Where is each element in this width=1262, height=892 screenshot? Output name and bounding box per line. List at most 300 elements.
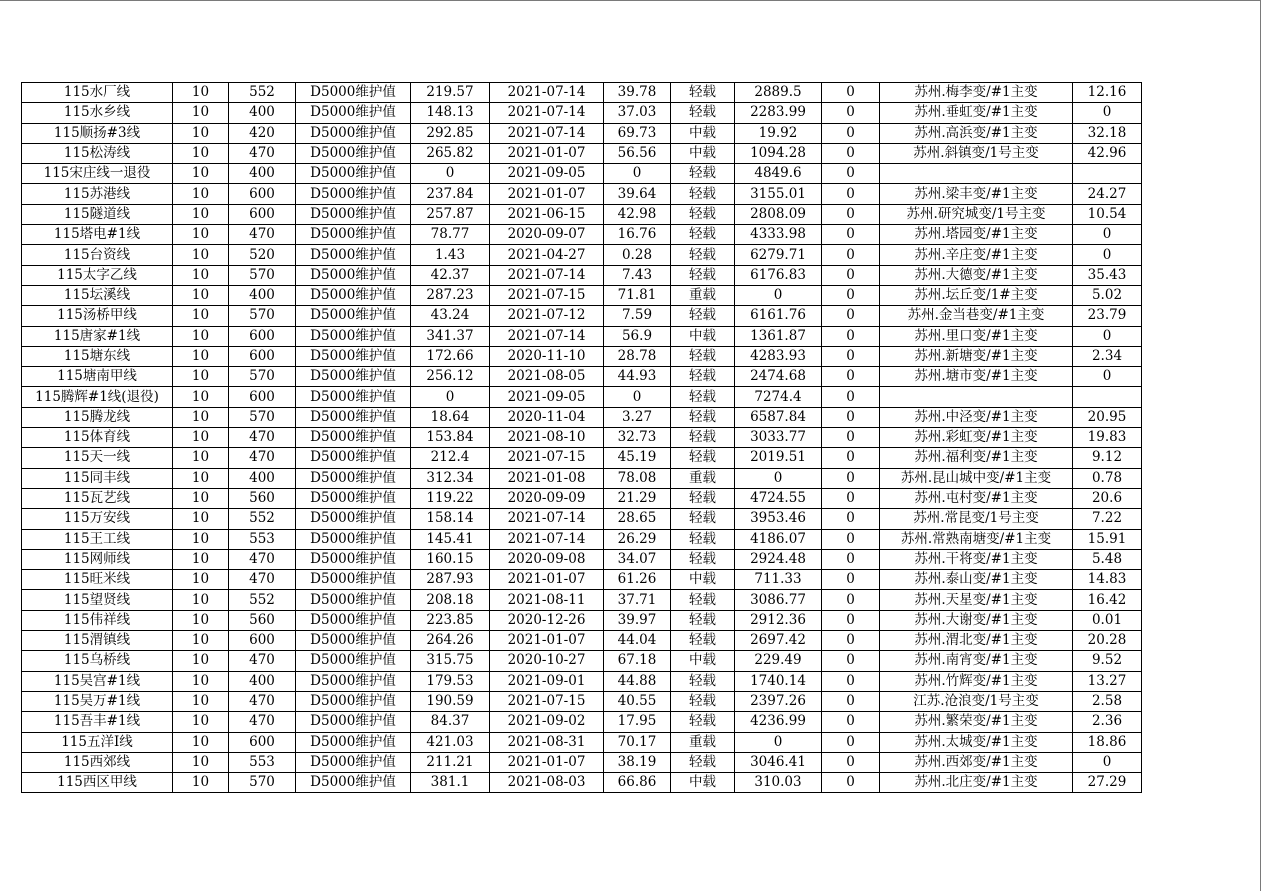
table-row	[22, 103, 1142, 123]
source-cell: D5000维护值	[296, 346, 411, 366]
margin-cell: 1361.87	[735, 326, 822, 346]
table-row	[22, 509, 1142, 529]
load-status-cell: 轻载	[671, 306, 735, 326]
current-value-cell: 190.59	[411, 691, 490, 711]
voltage-cell: 10	[173, 204, 229, 224]
load-status-cell: 轻载	[671, 367, 735, 387]
rated-current-cell: 570	[229, 265, 296, 285]
source-cell: D5000维护值	[296, 590, 411, 610]
count-cell: 0	[822, 164, 880, 184]
source-cell: D5000维护值	[296, 488, 411, 508]
date-cell: 2021-07-14	[490, 265, 604, 285]
count-cell: 0	[822, 184, 880, 204]
table-row	[22, 712, 1142, 732]
load-rate-cell: 0.28	[604, 245, 671, 265]
margin-cell: 1094.28	[735, 143, 822, 163]
rated-current-cell: 400	[229, 468, 296, 488]
table-row	[22, 326, 1142, 346]
load-status-cell: 中载	[671, 773, 735, 793]
load-status-cell: 轻载	[671, 103, 735, 123]
table-row	[22, 752, 1142, 772]
line-name-cell: 115吴宫#1线	[22, 671, 173, 691]
count-cell: 0	[822, 407, 880, 427]
rated-current-cell: 600	[229, 326, 296, 346]
current-value-cell: 0	[411, 164, 490, 184]
load-rate-cell: 44.04	[604, 631, 671, 651]
table-row	[22, 448, 1142, 468]
load-status-cell: 轻载	[671, 428, 735, 448]
margin-cell: 3033.77	[735, 428, 822, 448]
table-row	[22, 651, 1142, 671]
table-row	[22, 367, 1142, 387]
transformer-load-cell: 20.6	[1073, 488, 1142, 508]
margin-cell: 3953.46	[735, 509, 822, 529]
line-name-cell: 115宋庄线一退役	[22, 164, 173, 184]
line-name-cell: 115苏港线	[22, 184, 173, 204]
margin-cell: 4849.6	[735, 164, 822, 184]
rated-current-cell: 470	[229, 570, 296, 590]
table-row	[22, 671, 1142, 691]
voltage-cell: 10	[173, 387, 229, 407]
margin-cell: 6587.84	[735, 407, 822, 427]
load-rate-cell: 56.56	[604, 143, 671, 163]
transformer-load-cell: 2.36	[1073, 712, 1142, 732]
transformer-load-cell: 0	[1073, 752, 1142, 772]
transformer-cell: 苏州.中泾变/#1主变	[880, 407, 1073, 427]
margin-cell: 19.92	[735, 123, 822, 143]
margin-cell: 3046.41	[735, 752, 822, 772]
source-cell: D5000维护值	[296, 184, 411, 204]
load-status-cell: 中载	[671, 651, 735, 671]
current-value-cell: 153.84	[411, 428, 490, 448]
load-rate-cell: 44.88	[604, 671, 671, 691]
transformer-cell	[880, 164, 1073, 184]
date-cell: 2021-01-07	[490, 570, 604, 590]
count-cell: 0	[822, 752, 880, 772]
count-cell: 0	[822, 590, 880, 610]
transformer-cell: 苏州.斜镇变/1号主变	[880, 143, 1073, 163]
current-value-cell: 0	[411, 387, 490, 407]
voltage-cell: 10	[173, 407, 229, 427]
line-name-cell: 115隧道线	[22, 204, 173, 224]
table-row	[22, 590, 1142, 610]
rated-current-cell: 400	[229, 164, 296, 184]
count-cell: 0	[822, 448, 880, 468]
load-rate-cell: 7.59	[604, 306, 671, 326]
rated-current-cell: 600	[229, 732, 296, 752]
source-cell: D5000维护值	[296, 732, 411, 752]
count-cell: 0	[822, 488, 880, 508]
current-value-cell: 78.77	[411, 225, 490, 245]
line-name-cell: 115天一线	[22, 448, 173, 468]
transformer-cell: 苏州.渭北变/#1主变	[880, 631, 1073, 651]
transformer-load-cell: 35.43	[1073, 265, 1142, 285]
load-rate-cell: 67.18	[604, 651, 671, 671]
voltage-cell: 10	[173, 468, 229, 488]
table-row	[22, 529, 1142, 549]
rated-current-cell: 520	[229, 245, 296, 265]
current-value-cell: 315.75	[411, 651, 490, 671]
source-cell: D5000维护值	[296, 671, 411, 691]
margin-cell: 2697.42	[735, 631, 822, 651]
transformer-cell: 苏州.常昆变/1号主变	[880, 509, 1073, 529]
rated-current-cell: 470	[229, 651, 296, 671]
rated-current-cell: 600	[229, 631, 296, 651]
voltage-cell: 10	[173, 773, 229, 793]
transformer-load-cell: 27.29	[1073, 773, 1142, 793]
source-cell: D5000维护值	[296, 225, 411, 245]
transformer-cell: 苏州.梁丰变/#1主变	[880, 184, 1073, 204]
load-status-cell: 轻载	[671, 245, 735, 265]
current-value-cell: 158.14	[411, 509, 490, 529]
margin-cell: 4186.07	[735, 529, 822, 549]
transformer-load-cell: 10.54	[1073, 204, 1142, 224]
date-cell: 2021-07-14	[490, 83, 604, 103]
table-row	[22, 691, 1142, 711]
load-rate-cell: 45.19	[604, 448, 671, 468]
table-row	[22, 143, 1142, 163]
voltage-cell: 10	[173, 570, 229, 590]
rated-current-cell: 470	[229, 225, 296, 245]
transformer-load-cell: 0	[1073, 103, 1142, 123]
margin-cell: 0	[735, 285, 822, 305]
line-name-cell: 115伟祥线	[22, 610, 173, 630]
current-value-cell: 148.13	[411, 103, 490, 123]
source-cell: D5000维护值	[296, 549, 411, 569]
transformer-load-cell: 14.83	[1073, 570, 1142, 590]
line-name-cell: 115水乡线	[22, 103, 173, 123]
rated-current-cell: 470	[229, 428, 296, 448]
transformer-cell: 苏州.西郊变/#1主变	[880, 752, 1073, 772]
count-cell: 0	[822, 549, 880, 569]
voltage-cell: 10	[173, 691, 229, 711]
count-cell: 0	[822, 631, 880, 651]
date-cell: 2021-07-14	[490, 123, 604, 143]
date-cell: 2020-12-26	[490, 610, 604, 630]
margin-cell: 2397.26	[735, 691, 822, 711]
table-row	[22, 488, 1142, 508]
margin-cell: 2019.51	[735, 448, 822, 468]
transformer-cell: 苏州.屯村变/#1主变	[880, 488, 1073, 508]
load-status-cell: 轻载	[671, 509, 735, 529]
source-cell: D5000维护值	[296, 123, 411, 143]
load-status-cell: 中载	[671, 143, 735, 163]
source-cell: D5000维护值	[296, 631, 411, 651]
line-name-cell: 115五洋I线	[22, 732, 173, 752]
margin-cell: 2889.5	[735, 83, 822, 103]
line-name-cell: 115渭镇线	[22, 631, 173, 651]
transformer-cell: 苏州.昆山城中变/#1主变	[880, 468, 1073, 488]
date-cell: 2021-08-31	[490, 732, 604, 752]
line-name-cell: 115西郊线	[22, 752, 173, 772]
source-cell: D5000维护值	[296, 285, 411, 305]
rated-current-cell: 400	[229, 285, 296, 305]
load-rate-cell: 39.64	[604, 184, 671, 204]
voltage-cell: 10	[173, 732, 229, 752]
rated-current-cell: 570	[229, 306, 296, 326]
load-status-cell: 轻载	[671, 225, 735, 245]
count-cell: 0	[822, 509, 880, 529]
source-cell: D5000维护值	[296, 448, 411, 468]
count-cell: 0	[822, 610, 880, 630]
source-cell: D5000维护值	[296, 529, 411, 549]
load-rate-cell: 40.55	[604, 691, 671, 711]
source-cell: D5000维护值	[296, 265, 411, 285]
rated-current-cell: 552	[229, 509, 296, 529]
date-cell: 2020-11-04	[490, 407, 604, 427]
transformer-cell: 苏州.繁荣变/#1主变	[880, 712, 1073, 732]
transformer-load-cell: 20.28	[1073, 631, 1142, 651]
date-cell: 2021-08-05	[490, 367, 604, 387]
current-value-cell: 256.12	[411, 367, 490, 387]
transformer-cell: 苏州.干将变/#1主变	[880, 549, 1073, 569]
margin-cell: 6176.83	[735, 265, 822, 285]
count-cell: 0	[822, 671, 880, 691]
count-cell: 0	[822, 83, 880, 103]
voltage-cell: 10	[173, 123, 229, 143]
line-name-cell: 115望贤线	[22, 590, 173, 610]
line-name-cell: 115乌桥线	[22, 651, 173, 671]
margin-cell: 1740.14	[735, 671, 822, 691]
current-value-cell: 18.64	[411, 407, 490, 427]
current-value-cell: 219.57	[411, 83, 490, 103]
source-cell: D5000维护值	[296, 407, 411, 427]
load-rate-cell: 37.03	[604, 103, 671, 123]
current-value-cell: 257.87	[411, 204, 490, 224]
load-rate-cell: 0	[604, 164, 671, 184]
voltage-cell: 10	[173, 671, 229, 691]
date-cell: 2020-09-09	[490, 488, 604, 508]
transformer-cell: 苏州.高浜变/#1主变	[880, 123, 1073, 143]
transformer-cell: 苏州.南宵变/#1主变	[880, 651, 1073, 671]
date-cell: 2021-06-15	[490, 204, 604, 224]
voltage-cell: 10	[173, 631, 229, 651]
current-value-cell: 287.23	[411, 285, 490, 305]
load-rate-cell: 70.17	[604, 732, 671, 752]
voltage-cell: 10	[173, 448, 229, 468]
rated-current-cell: 400	[229, 671, 296, 691]
load-rate-cell: 37.71	[604, 590, 671, 610]
current-value-cell: 119.22	[411, 488, 490, 508]
date-cell: 2020-11-10	[490, 346, 604, 366]
line-name-cell: 115瓦艺线	[22, 488, 173, 508]
table-row	[22, 773, 1142, 793]
date-cell: 2020-09-08	[490, 549, 604, 569]
load-status-cell: 轻载	[671, 204, 735, 224]
transformer-load-cell: 18.86	[1073, 732, 1142, 752]
current-value-cell: 292.85	[411, 123, 490, 143]
voltage-cell: 10	[173, 610, 229, 630]
transformer-load-cell: 15.91	[1073, 529, 1142, 549]
current-value-cell: 264.26	[411, 631, 490, 651]
line-name-cell: 115太字乙线	[22, 265, 173, 285]
source-cell: D5000维护值	[296, 752, 411, 772]
load-rate-cell: 39.97	[604, 610, 671, 630]
line-name-cell: 115腾辉#1线(退役)	[22, 387, 173, 407]
source-cell: D5000维护值	[296, 691, 411, 711]
line-name-cell: 115水厂线	[22, 83, 173, 103]
current-value-cell: 237.84	[411, 184, 490, 204]
transformer-load-cell: 13.27	[1073, 671, 1142, 691]
transformer-load-cell: 0	[1073, 225, 1142, 245]
load-rate-cell: 34.07	[604, 549, 671, 569]
transformer-cell: 苏州.天星变/#1主变	[880, 590, 1073, 610]
transformer-load-cell: 9.52	[1073, 651, 1142, 671]
date-cell: 2020-10-27	[490, 651, 604, 671]
table-row	[22, 387, 1142, 407]
load-status-cell: 轻载	[671, 407, 735, 427]
margin-cell: 2924.48	[735, 549, 822, 569]
current-value-cell: 42.37	[411, 265, 490, 285]
load-rate-cell: 69.73	[604, 123, 671, 143]
source-cell: D5000维护值	[296, 651, 411, 671]
transformer-load-cell: 5.48	[1073, 549, 1142, 569]
load-rate-cell: 21.29	[604, 488, 671, 508]
source-cell: D5000维护值	[296, 367, 411, 387]
table-row	[22, 265, 1142, 285]
source-cell: D5000维护值	[296, 509, 411, 529]
current-value-cell: 212.4	[411, 448, 490, 468]
date-cell: 2021-01-07	[490, 143, 604, 163]
rated-current-cell: 470	[229, 712, 296, 732]
rated-current-cell: 470	[229, 691, 296, 711]
count-cell: 0	[822, 346, 880, 366]
transformer-load-cell: 9.12	[1073, 448, 1142, 468]
load-status-cell: 轻载	[671, 590, 735, 610]
table-row	[22, 123, 1142, 143]
table-body	[22, 83, 1142, 793]
voltage-cell: 10	[173, 752, 229, 772]
source-cell: D5000维护值	[296, 306, 411, 326]
count-cell: 0	[822, 285, 880, 305]
current-value-cell: 84.37	[411, 712, 490, 732]
margin-cell: 4724.55	[735, 488, 822, 508]
transformer-load-cell: 2.58	[1073, 691, 1142, 711]
line-name-cell: 115塔电#1线	[22, 225, 173, 245]
date-cell: 2021-07-14	[490, 103, 604, 123]
count-cell: 0	[822, 712, 880, 732]
count-cell: 0	[822, 123, 880, 143]
date-cell: 2021-09-01	[490, 671, 604, 691]
table-row	[22, 549, 1142, 569]
load-status-cell: 轻载	[671, 346, 735, 366]
voltage-cell: 10	[173, 367, 229, 387]
rated-current-cell: 600	[229, 387, 296, 407]
rated-current-cell: 470	[229, 143, 296, 163]
rated-current-cell: 400	[229, 103, 296, 123]
source-cell: D5000维护值	[296, 570, 411, 590]
count-cell: 0	[822, 103, 880, 123]
load-status-cell: 重载	[671, 732, 735, 752]
margin-cell: 3155.01	[735, 184, 822, 204]
voltage-cell: 10	[173, 83, 229, 103]
source-cell: D5000维护值	[296, 610, 411, 630]
rated-current-cell: 570	[229, 367, 296, 387]
margin-cell: 7274.4	[735, 387, 822, 407]
date-cell: 2021-08-03	[490, 773, 604, 793]
table-row	[22, 184, 1142, 204]
source-cell: D5000维护值	[296, 204, 411, 224]
date-cell: 2021-07-14	[490, 529, 604, 549]
transformer-cell: 苏州.大谢变/#1主变	[880, 610, 1073, 630]
transformer-cell: 苏州.彩虹变/#1主变	[880, 428, 1073, 448]
current-value-cell: 172.66	[411, 346, 490, 366]
table-row	[22, 245, 1142, 265]
line-name-cell: 115顺扬#3线	[22, 123, 173, 143]
line-name-cell: 115王工线	[22, 529, 173, 549]
table-row	[22, 204, 1142, 224]
margin-cell: 0	[735, 468, 822, 488]
margin-cell: 2283.99	[735, 103, 822, 123]
voltage-cell: 10	[173, 225, 229, 245]
transformer-cell: 苏州.金当巷变/#1主变	[880, 306, 1073, 326]
current-value-cell: 145.41	[411, 529, 490, 549]
transformer-cell: 苏州.坛丘变/1#主变	[880, 285, 1073, 305]
transformer-load-cell	[1073, 164, 1142, 184]
margin-cell: 2808.09	[735, 204, 822, 224]
rated-current-cell: 600	[229, 184, 296, 204]
load-rate-cell: 42.98	[604, 204, 671, 224]
transformer-load-cell: 0	[1073, 245, 1142, 265]
table-row	[22, 407, 1142, 427]
current-value-cell: 208.18	[411, 590, 490, 610]
voltage-cell: 10	[173, 265, 229, 285]
voltage-cell: 10	[173, 143, 229, 163]
margin-cell: 2912.36	[735, 610, 822, 630]
load-status-cell: 轻载	[671, 448, 735, 468]
count-cell: 0	[822, 773, 880, 793]
line-name-cell: 115汤桥甲线	[22, 306, 173, 326]
date-cell: 2021-08-11	[490, 590, 604, 610]
table-row	[22, 346, 1142, 366]
transformer-load-cell: 0.78	[1073, 468, 1142, 488]
date-cell: 2021-07-14	[490, 509, 604, 529]
margin-cell: 3086.77	[735, 590, 822, 610]
rated-current-cell: 570	[229, 407, 296, 427]
count-cell: 0	[822, 326, 880, 346]
transformer-cell: 苏州.竹辉变/#1主变	[880, 671, 1073, 691]
voltage-cell: 10	[173, 285, 229, 305]
transformer-load-cell	[1073, 387, 1142, 407]
source-cell: D5000维护值	[296, 326, 411, 346]
load-status-cell: 轻载	[671, 488, 735, 508]
load-rate-cell: 26.29	[604, 529, 671, 549]
load-rate-cell: 66.86	[604, 773, 671, 793]
source-cell: D5000维护值	[296, 387, 411, 407]
transformer-cell: 苏州.垂虹变/#1主变	[880, 103, 1073, 123]
line-name-cell: 115松涛线	[22, 143, 173, 163]
voltage-cell: 10	[173, 306, 229, 326]
load-status-cell: 轻载	[671, 712, 735, 732]
count-cell: 0	[822, 529, 880, 549]
margin-cell: 6161.76	[735, 306, 822, 326]
transformer-cell: 苏州.塔园变/#1主变	[880, 225, 1073, 245]
count-cell: 0	[822, 468, 880, 488]
current-value-cell: 179.53	[411, 671, 490, 691]
date-cell: 2021-07-15	[490, 448, 604, 468]
line-name-cell: 115塘南甲线	[22, 367, 173, 387]
voltage-cell: 10	[173, 326, 229, 346]
line-name-cell: 115坛溪线	[22, 285, 173, 305]
count-cell: 0	[822, 387, 880, 407]
rated-current-cell: 470	[229, 448, 296, 468]
margin-cell: 711.33	[735, 570, 822, 590]
transformer-cell: 苏州.大德变/#1主变	[880, 265, 1073, 285]
source-cell: D5000维护值	[296, 245, 411, 265]
load-status-cell: 轻载	[671, 387, 735, 407]
voltage-cell: 10	[173, 164, 229, 184]
date-cell: 2021-07-15	[490, 285, 604, 305]
